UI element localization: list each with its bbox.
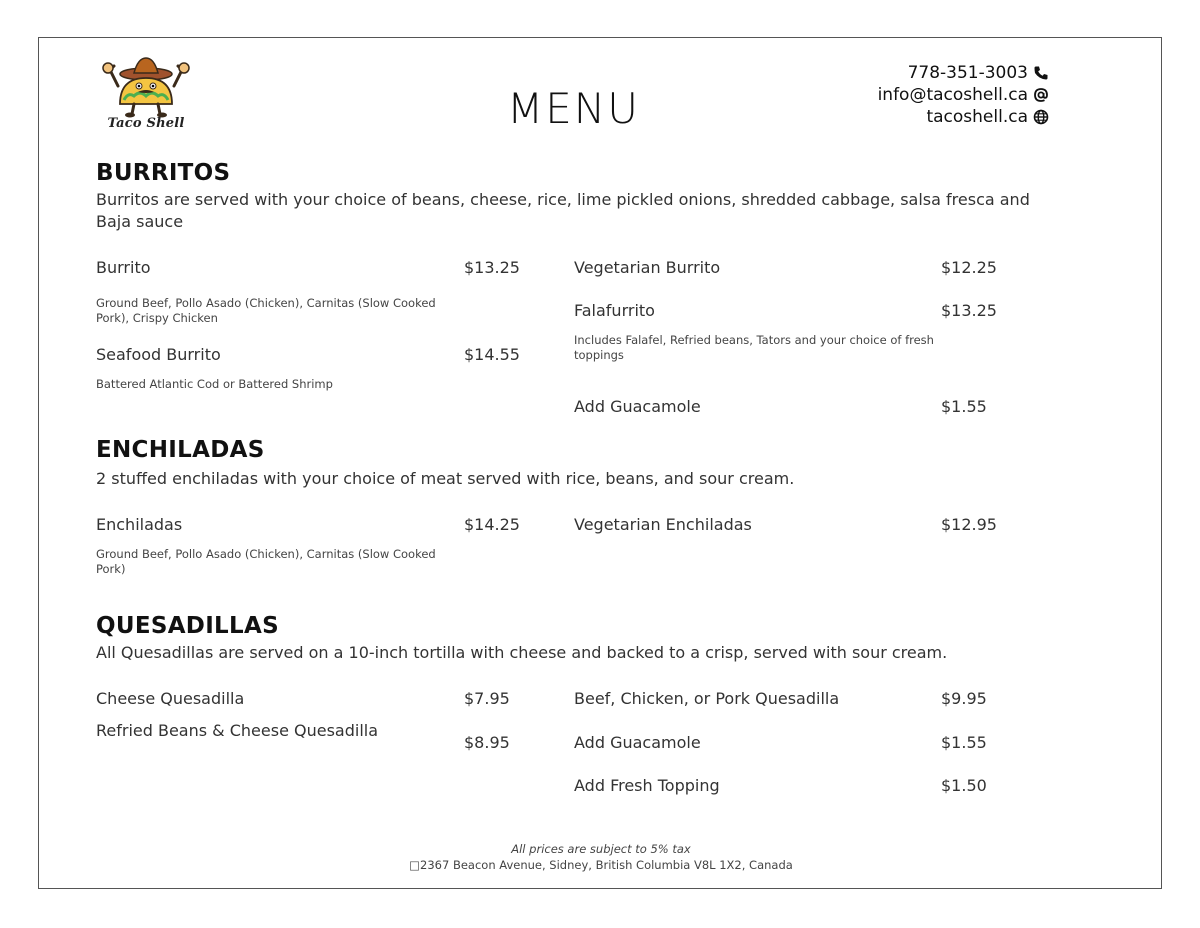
menu-item-price: $14.25 bbox=[464, 515, 520, 534]
section-title-quesadillas: QUESADILLAS bbox=[96, 613, 279, 639]
at-icon bbox=[1033, 87, 1049, 103]
globe-icon bbox=[1033, 109, 1049, 125]
address: □2367 Beacon Avenue, Sidney, British Columbia V8L 1X2, Canada bbox=[409, 858, 793, 872]
menu-title: MENU bbox=[507, 84, 640, 133]
menu-item-price: $9.95 bbox=[941, 689, 987, 708]
menu-item-name: Seafood Burrito bbox=[96, 345, 221, 364]
section-desc-enchiladas: 2 stuffed enchiladas with your choice of meat served with rice, beans, and sour cream. bbox=[96, 469, 795, 488]
section-desc-quesadillas: All Quesadillas are served on a 10-inch tortilla with cheese and backed to a crisp, served with sour cream. bbox=[96, 643, 948, 662]
menu-item-description: Battered Atlantic Cod or Battered Shrimp bbox=[96, 377, 333, 391]
tax-note: All prices are subject to 5% tax bbox=[511, 842, 691, 856]
section-desc-burritos: Burritos are served with your choice of beans, cheese, rice, lime pickled onions, shredded cabbage, salsa fresca and Baja sauce bbox=[96, 190, 1030, 231]
contact-website[interactable]: tacoshell.ca bbox=[926, 107, 1028, 127]
menu-item-name: Falafurrito bbox=[574, 301, 655, 320]
menu-item-name: Burrito bbox=[96, 258, 151, 277]
taco-mascot-icon bbox=[96, 56, 196, 118]
taco-shell-logo bbox=[96, 56, 196, 136]
menu-item-price: $13.25 bbox=[941, 301, 997, 320]
menu-item-name: Cheese Quesadilla bbox=[96, 689, 245, 708]
menu-item-name: Add Fresh Topping bbox=[574, 776, 720, 795]
contact-email-row bbox=[878, 84, 1049, 106]
menu-item-price: $12.95 bbox=[941, 515, 997, 534]
menu-item-price: $1.55 bbox=[941, 733, 987, 752]
menu-item-description: Includes Falafel, Refried beans, Tators and your choice of fresh toppings bbox=[574, 333, 934, 362]
menu-page bbox=[38, 37, 1162, 889]
menu-item-price: $1.55 bbox=[941, 397, 987, 416]
contact-website-row bbox=[878, 106, 1049, 128]
menu-item-name: Add Guacamole bbox=[574, 397, 701, 416]
contact-info bbox=[878, 62, 1049, 128]
phone-icon bbox=[1033, 65, 1049, 81]
menu-item-description: Ground Beef, Pollo Asado (Chicken), Carnitas (Slow Cooked Pork) bbox=[96, 547, 436, 576]
menu-item-name: Vegetarian Enchiladas bbox=[574, 515, 752, 534]
menu-item-description: Ground Beef, Pollo Asado (Chicken), Carnitas (Slow Cooked Pork), Crispy Chicken bbox=[96, 296, 436, 325]
contact-email[interactable]: info@tacoshell.ca bbox=[877, 85, 1028, 105]
section-title-enchiladas: ENCHILADAS bbox=[96, 437, 265, 463]
section-title-burritos: BURRITOS bbox=[96, 160, 231, 186]
contact-phone[interactable]: 778-351-3003 bbox=[907, 63, 1028, 83]
menu-item-price: $7.95 bbox=[464, 689, 510, 708]
menu-item-name: Enchiladas bbox=[96, 515, 183, 534]
menu-item-name: Vegetarian Burrito bbox=[574, 258, 721, 277]
menu-item-name: Beef, Chicken, or Pork Quesadilla bbox=[574, 689, 840, 708]
logo-wordmark: Taco Shell bbox=[107, 116, 185, 131]
menu-item-price: $1.50 bbox=[941, 776, 987, 795]
menu-item-name: Add Guacamole bbox=[574, 733, 701, 752]
menu-item-price: $13.25 bbox=[464, 258, 520, 277]
contact-phone-row bbox=[878, 62, 1049, 84]
menu-item-price: $8.95 bbox=[464, 733, 510, 752]
menu-item-price: $12.25 bbox=[941, 258, 997, 277]
menu-item-name: Refried Beans & Cheese Quesadilla bbox=[96, 721, 379, 740]
menu-item-price: $14.55 bbox=[464, 345, 520, 364]
